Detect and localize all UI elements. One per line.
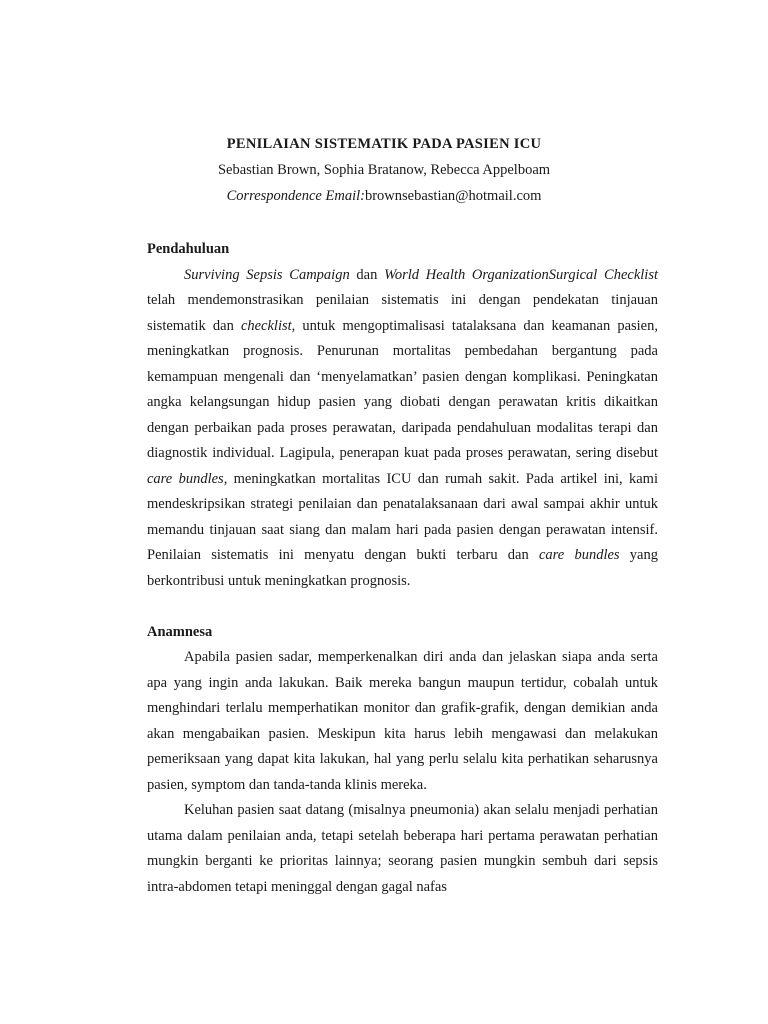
paragraph-pendahuluan: [147, 263, 658, 595]
section-heading-pendahuluan: Pendahuluan: [147, 241, 230, 257]
document-title: PENILAIAN SISTEMATIK PADA PASIEN ICU: [226, 136, 542, 152]
correspondence-label: Correspondence Email:: [226, 188, 365, 204]
correspondence-line: [0, 188, 768, 205]
text-span: checklist: [240, 317, 292, 334]
paragraph-anamnesa-2: Keluhan pasien saat datang (misalnya pneumonia) akan selalu menjadi perhatian utama dalam penilaian anda, tetapi setelah beberapa hari pertama perawatan perhatian mungkin berganti ke prioritas lainnya; seorang pasien mungkin sembuh dari sepsis intra-abdomen tetapi meninggal dengan gagal nafas: [147, 802, 658, 895]
correspondence-email: brownsebastian@hotmail.com: [364, 188, 542, 204]
paragraph-anamnesa-1: Apabila pasien sadar, memperkenalkan diri anda dan jelaskan siapa anda serta apa yang ingin anda lakukan. Baik mereka bangun maupun tertidur, cobalah untuk menghindari terlalu memperhatikan monitor dan grafik-grafik, dengan demikian anda akan mengabaikan pasien. Meskipun kita harus lebih mengawasi dan melakukan pemeriksaan yang dapat kita lakukan, hal yang perlu selalu kita perhatikan seharusnya pasien, symptom dan tanda-tanda klinis mereka.: [147, 649, 658, 793]
text-span: care bundles: [538, 547, 620, 563]
text-span: Surviving Sepsis Campaign: [184, 266, 350, 283]
author-list: Sebastian Brown, Sophia Bratanow, Rebecca Appelboam: [217, 162, 551, 178]
document-body: [147, 237, 658, 900]
text-span: dan: [349, 266, 385, 283]
section-heading-anamnesa: Anamnesa: [147, 623, 213, 640]
text-span: telah mendemonstrasikan penilaian sistematis ini dengan pendekatan tinjauan sistematik dan: [147, 292, 658, 334]
section-spacer: [147, 594, 658, 620]
text-span: World Health OrganizationSurgical Checklist: [384, 266, 659, 283]
text-span: , meningkatkan mortalitas ICU dan rumah sakit. Pada artikel ini, kami mendeskripsikan strategi penilaian dan penatalaksanaan dari awal sampai akhir untuk memandu tinjauan saat siang dan malam hari pada pasien dengan perawatan intensif. Penilaian sistematis ini menyatu dengan bukti terbaru dan: [147, 470, 658, 563]
text-span: , untuk mengoptimalisasi tatalaksana dan keamanan pasien, meningkatkan prognosis. Penurunan mortalitas pembedahan bergantung pada kemampuan mengenali dan ‘menyelamatkan’ pasien dengan komplikasi. Peningkatan angka kelangsungan hidup pasien yang diobati dengan perawatan kritis dikaitkan dengan perbaikan pada proses perawatan, daripada pendahuluan modalitas terapi dan diagnostik individual. Lagipula, penerapan kuat pada proses perawatan, sering disebut: [147, 317, 658, 461]
text-span: care bundles: [147, 470, 224, 487]
text-span: yang berkontribusi untuk meningkatkan prognosis.: [147, 547, 658, 589]
